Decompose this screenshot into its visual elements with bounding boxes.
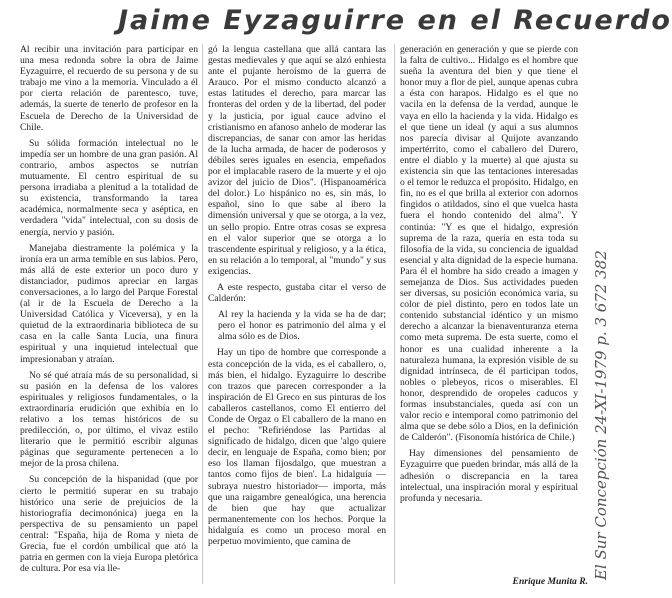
- paragraph: Al recibir una invitación para participar en una mesa redonda sobre la obra de Jaime Eyzaguirre, el recuerdo de su persona y de su trabajo me vino a la memoria. Vinculado a él por cierta relación de parentesco, tuve, además, la suerte de tenerlo de profesor en la Escuela de Derecho de la Universidad de Chile.: [20, 44, 198, 133]
- paragraph: gó la lengua castellana que allá cantara las gestas medievales y que aquí se alzó enhiesta ante el pujante heroísmo de la guerra de Arauco. Por el mismo conducto alcanzó a estas latitudes el derecho, para marcar las fronteras del orden y de la libertad, del poder y la justicia, por igual cauce advino el cristianismo en afanoso anhelo de moderar las discrepancias, de sanar con amor las heridas de la lucha armada, de hacer de poderosos y débiles seres iguales en esencia, empeñados por el implacable rasero de la muerte y el ojo avizor del juicio de Dios". (Hispanoamérica del dolor.) Lo hispánico no es, sin más, lo español, sino lo que sabe al íbero la dimensión universal y que se otorga, a la vez, un sello propio. Entre otras cosas se expresa en el valor superior que se otorga a lo trascendente espiritual y religioso, y a la ética, en su relación a lo temporal, al "mundo" y sus exigencias.: [208, 44, 386, 277]
- paragraph: Su concepción de la hispanidad (que por cierto le permitió superar en su trabajo histórico una serie de prejuicios de la historiografía decimonónica) juega en la perspectiva de su pensamiento un papel central: "España, hija de Roma y nieta de Grecia, fue el cordón umbilical que ató la patria en germen con la vieja Europa pletórica de cultura. Por esa vía lle-: [20, 474, 198, 575]
- paragraph: Hay dimensiones del pensamiento de Eyzaguirre que pueden brindar, más allá de la adhesión o discrepancia en la tarea intelectual, una inspiración moral y espiritual profunda y necesaria.: [400, 448, 578, 504]
- paragraph: Hay un tipo de hombre que corresponde a esta concepción de la vida, es el caballero, o, más bien, el hidalgo. Eyzaguirre lo describe con trazos que parecen corresponder a la inspiración de El Greco en sus pinturas de los caballeros castellanos, como El entierro del Conde de Orgaz o El caballero de la mano en el pecho: "Refiriéndose las Partidas al significado de hidalgo, dicen que 'algo quiere decir, en lenguaje de España, como bien; por eso los llaman fijosdalgo, que muestran a tantos como fijos de bien'. La hidalguía —subraya nuestro historiador— importa, más que una raigambre genealógica, una herencia de bien que hay que actualizar permanentemente con los hechos. Porque la hidalguía es como un proceso moral en perpetuo movimiento, que camina de: [208, 347, 386, 548]
- headline: Jaime Eyzaguirre en el Recuerdo: [118, 5, 672, 36]
- article-column-2: [208, 44, 386, 547]
- author-signature: Enrique Munita R.: [512, 576, 588, 587]
- article-column-3: [400, 44, 578, 504]
- column-divider: [202, 44, 203, 584]
- paragraph: Su sólida formación intelectual no le impedía ser un hombre de una gran pasión. Al contrario, ambos aspectos se nutrían mutuamente. El centro espiritual de su persona irradiaba a plenitud a la totalidad de su existencia, transformando la tarea académica, normalmente seca y aséptica, en verdadera "vida" intelectual, con su dosis de energía, nervio y pasión.: [20, 137, 198, 238]
- article-column-1: [20, 44, 198, 574]
- verse-quote: Al rey la hacienda y la vida se ha de dar; pero el honor es patrimonio del alma y el alma sólo es de Dios.: [218, 309, 386, 343]
- paragraph: No sé qué atraía más de su personalidad, si su pasión en la defensa de los valores espirituales y religiosos fundamentales, o la extraordinaria erudición que exhibía en lo relativo a los temas históricos de su predilección, o, por último, el vivaz estilo literario que le permitió escribir algunas páginas que seguramente pertenecen a lo mejor de la prosa chilena.: [20, 369, 198, 470]
- paragraph: A este respecto, gustaba citar el verso de Calderón:: [208, 281, 386, 305]
- handwritten-note-text: El Sur Concepción 24-XI-1979 p. 3 672 382: [592, 250, 610, 580]
- handwritten-source-note: [574, 30, 610, 590]
- column-divider: [394, 44, 395, 584]
- paragraph: generación en generación y que se pierde con la falta de cultivo... Hidalgo es el hombre que sueña la aventura del bien y que tiene el honor muy a flor de piel, aunque apenas cubra a ésta con harapos. Hidalgo es el que no vacila en la defensa de la verdad, aunque le vaya en ello la hacienda y la vida. Hidalgo es el que tiene un ideal (y aquí a sus alumnos nos parecía divisar al Quijote avanzando impertérrito, como el caballero del Durero, entre el diablo y la muerte) al que ajusta su existencia sin que las tentaciones interesadas o el temor le reduzca el propósito. Hidalgo, en fin, no es el que brilla al exterior con adornos fingidos o atildados, sino el que vuelca hasta fuera el hondo contenido del alma". Y continúa: "Y es que el hidalgo, expresión suprema de la raza, quería en esta toda su filosofía de la vida, su conciencia de igualdad esencial y alta dignidad de la especie humana. Para él el hombre ha sido creado a imagen y semejanza de Dios. Sus actividades pueden ser diversas, su posición económica varia, su color de piel distinto, pero en todos late un contenido substancial idéntico y un mismo derecho a alcanzar la bienaventuranza eterna como meta suprema. De esta suerte, como el honor es una cualidad inherente a la naturaleza humana, la expresión visible de su dignidad intrínseca, de él participan todos, nobles o plebeyos, ricos o miserables. El honor, desprendido de oropeles caducos y formas insubstanciales, queda así con un valor recio e intemporal como patrimonio del alma que se debe sólo a Dios, en la definición de Calderón". (Fisonomía histórica de Chile.): [400, 44, 578, 444]
- paragraph: Manejaba diestramente la polémica y la ironía era un arma temible en sus labios. Pero, más allá de este exterior un poco duro y distanciador, pudimos apreciar en largas conversaciones, a lo largo del Parque Forestal (al ir de la Escuela de Derecho a la Universidad Católica y Viceversa), y en la quietud de la extraordinaria biblioteca de su casa en la calle Santa Lucía, una finura espiritual y una inquietud intelectual que impresionaban y atraían.: [20, 242, 198, 365]
